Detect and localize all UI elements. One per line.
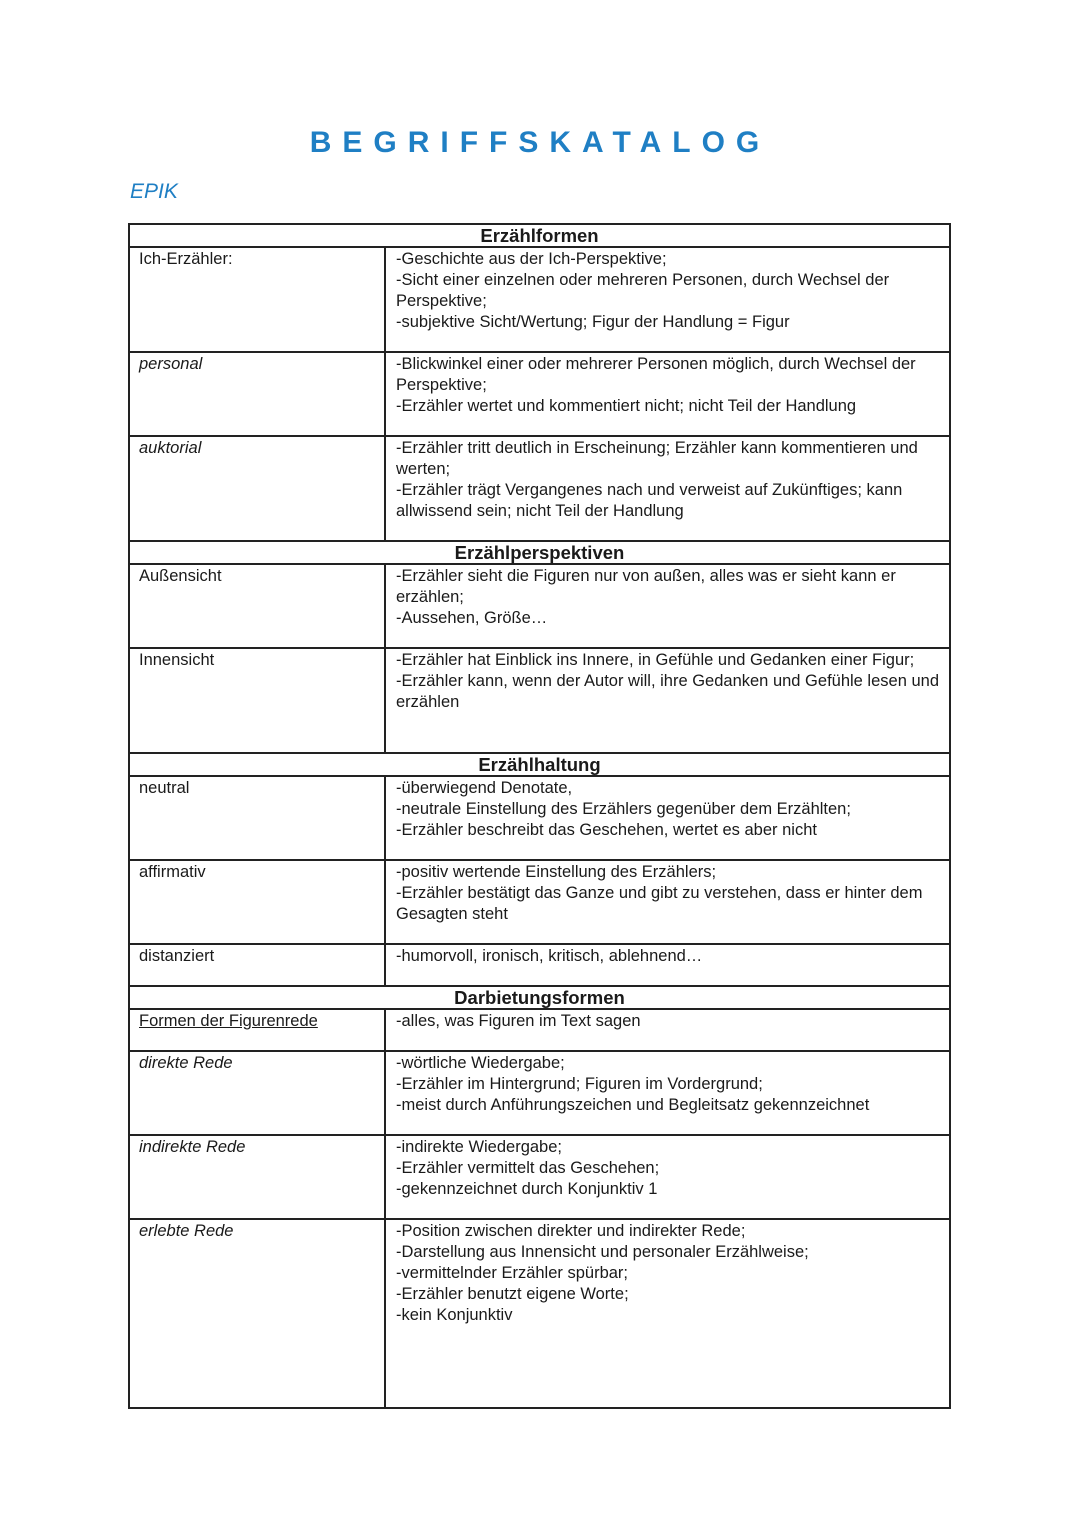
description-line: -kein Konjunktiv	[396, 1306, 513, 1324]
description-line: -Erzähler bestätigt das Ganze und gibt zu verstehen, dass er hinter dem Gesagten steht	[396, 884, 923, 923]
description-cell	[385, 247, 950, 352]
description-line: -Erzähler wertet und kommentiert nicht; nicht Teil der Handlung	[396, 397, 857, 415]
section-heading: EPIK	[130, 180, 178, 203]
term-label: indirekte Rede	[139, 1138, 246, 1156]
description-line: -Erzähler im Hintergrund; Figuren im Vordergrund;	[396, 1075, 763, 1093]
term-table	[128, 223, 951, 1409]
term-label: Formen der Figurenrede	[139, 1012, 318, 1030]
description-line: -vermittelnder Erzähler spürbar;	[396, 1264, 628, 1282]
description-line: -Position zwischen direkter und indirekter Rede;	[396, 1222, 746, 1240]
description-line: -meist durch Anführungszeichen und Begleitsatz gekennzeichnet	[396, 1096, 870, 1114]
description-line: -humorvoll, ironisch, kritisch, ablehnend…	[396, 947, 703, 965]
term-cell	[129, 436, 385, 541]
table-row	[129, 776, 950, 860]
term-label: Ich-Erzähler:	[139, 250, 233, 268]
description-line: -Erzähler kann, wenn der Autor will, ihre Gedanken und Gefühle lesen und erzählen	[396, 672, 939, 711]
description-cell	[385, 1009, 950, 1051]
term-cell	[129, 247, 385, 352]
table-row	[129, 1009, 950, 1051]
table-row	[129, 352, 950, 436]
description-cell	[385, 776, 950, 860]
description-line: -Blickwinkel einer oder mehrerer Personen möglich, durch Wechsel der Perspektive;	[396, 355, 916, 394]
term-label: distanziert	[139, 947, 215, 965]
term-label: affirmativ	[139, 863, 206, 881]
description-cell	[385, 1219, 950, 1408]
group-header: Erzählperspektiven	[129, 541, 950, 564]
description-line: -Geschichte aus der Ich-Perspektive;	[396, 250, 667, 268]
description-line: -Erzähler trägt Vergangenes nach und verweist auf Zukünftiges; kann allwissend sein; nicht Teil der Handlung	[396, 481, 903, 520]
description-line: -indirekte Wiedergabe;	[396, 1138, 562, 1156]
description-cell	[385, 860, 950, 944]
term-cell	[129, 1219, 385, 1408]
term-cell	[129, 860, 385, 944]
term-label: neutral	[139, 779, 190, 797]
description-cell	[385, 564, 950, 648]
group-header-row	[129, 986, 950, 1009]
term-label: Außensicht	[139, 567, 222, 585]
description-line: -alles, was Figuren im Text sagen	[396, 1012, 641, 1030]
group-header: Darbietungsformen	[129, 986, 950, 1009]
description-line: -Sicht einer einzelnen oder mehreren Personen, durch Wechsel der Perspektive;	[396, 271, 890, 310]
description-line: -wörtliche Wiedergabe;	[396, 1054, 565, 1072]
group-header-row	[129, 541, 950, 564]
term-label: erlebte Rede	[139, 1222, 234, 1240]
table-row	[129, 1219, 950, 1408]
description-cell	[385, 1051, 950, 1135]
term-cell	[129, 1051, 385, 1135]
table-row	[129, 648, 950, 753]
group-header-row	[129, 753, 950, 776]
term-cell	[129, 352, 385, 436]
term-cell	[129, 564, 385, 648]
term-label: Innensicht	[139, 651, 215, 669]
table-row	[129, 564, 950, 648]
term-label: auktorial	[139, 439, 202, 457]
description-line: -Erzähler benutzt eigene Worte;	[396, 1285, 629, 1303]
table-row	[129, 1051, 950, 1135]
description-line: -Aussehen, Größe…	[396, 609, 548, 627]
term-cell	[129, 944, 385, 986]
page-title: BEGRIFFSKATALOG	[309, 126, 771, 159]
group-header: Erzählhaltung	[129, 753, 950, 776]
description-line: -Erzähler sieht die Figuren nur von außen, alles was er sieht kann er erzählen;	[396, 567, 896, 606]
term-cell	[129, 776, 385, 860]
term-label: direkte Rede	[139, 1054, 233, 1072]
description-cell	[385, 436, 950, 541]
table-row	[129, 944, 950, 986]
group-header-row	[129, 224, 950, 247]
description-line: -Erzähler tritt deutlich in Erscheinung; Erzähler kann kommentieren und werten;	[396, 439, 918, 478]
description-cell	[385, 352, 950, 436]
description-line: -Darstellung aus Innensicht und personaler Erzählweise;	[396, 1243, 809, 1261]
table-row	[129, 247, 950, 352]
term-label: personal	[139, 355, 203, 373]
description-line: -Erzähler vermittelt das Geschehen;	[396, 1159, 660, 1177]
description-line: -gekennzeichnet durch Konjunktiv 1	[396, 1180, 658, 1198]
description-line: -überwiegend Denotate,	[396, 779, 573, 797]
term-cell	[129, 1009, 385, 1051]
description-line: -Erzähler hat Einblick ins Innere, in Gefühle und Gedanken einer Figur;	[396, 651, 915, 669]
group-header: Erzählformen	[129, 224, 950, 247]
table-row	[129, 860, 950, 944]
description-cell	[385, 1135, 950, 1219]
description-line: -positiv wertende Einstellung des Erzählers;	[396, 863, 717, 881]
term-cell	[129, 648, 385, 753]
description-line: -neutrale Einstellung des Erzählers gegenüber dem Erzählten;	[396, 800, 851, 818]
description-line: -Erzähler beschreibt das Geschehen, wertet es aber nicht	[396, 821, 817, 839]
description-cell	[385, 648, 950, 753]
term-cell	[129, 1135, 385, 1219]
table-row	[129, 1135, 950, 1219]
table-row	[129, 436, 950, 541]
description-cell	[385, 944, 950, 986]
description-line: -subjektive Sicht/Wertung; Figur der Handlung = Figur	[396, 313, 790, 331]
